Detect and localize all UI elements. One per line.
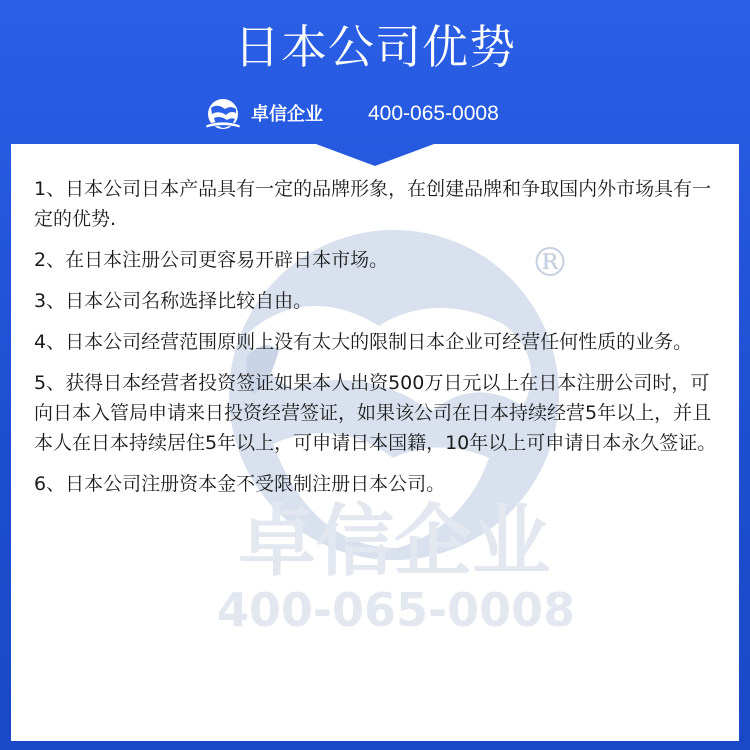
watermark-brand-name: 卓信企业	[237, 497, 551, 587]
list-item: 1、日本公司日本产品具有一定的品牌形象，在创建品牌和争取国内外市场具有一定的优势.	[34, 178, 712, 230]
list-item: 6、日本公司注册资本金不受限制注册日本公司。	[34, 473, 446, 495]
list-item: 3、日本公司名称选择比较自由。	[34, 290, 313, 312]
list-item: 5、获得日本经营者投资签证如果本人出资500万日元以上在日本注册公司时，可向日本入管局申请来日投资经营签证，如果该公司在日本持续经营5年以上，并且本人在日本持续居住5年以上，可申请日本国籍，10年以上可申请日本永久签证。	[34, 372, 717, 454]
brand-bar	[0, 96, 750, 136]
advantages-list	[34, 174, 724, 510]
brand-phone: 400-065-0008	[368, 102, 499, 125]
page-title: 日本公司优势	[234, 20, 516, 74]
brand-name: 卓信企业	[251, 104, 323, 125]
content-panel	[11, 144, 739, 741]
watermark-phone: 400-065-0008	[216, 583, 576, 637]
globe-logo-icon	[203, 97, 243, 133]
list-item: 2、在日本注册公司更容易开辟日本市场。	[34, 249, 389, 271]
watermark-registered-mark: ®	[530, 240, 570, 286]
list-item: 4、日本公司经营范围原则上没有太大的限制日本企业可经营任何性质的业务。	[34, 331, 693, 353]
